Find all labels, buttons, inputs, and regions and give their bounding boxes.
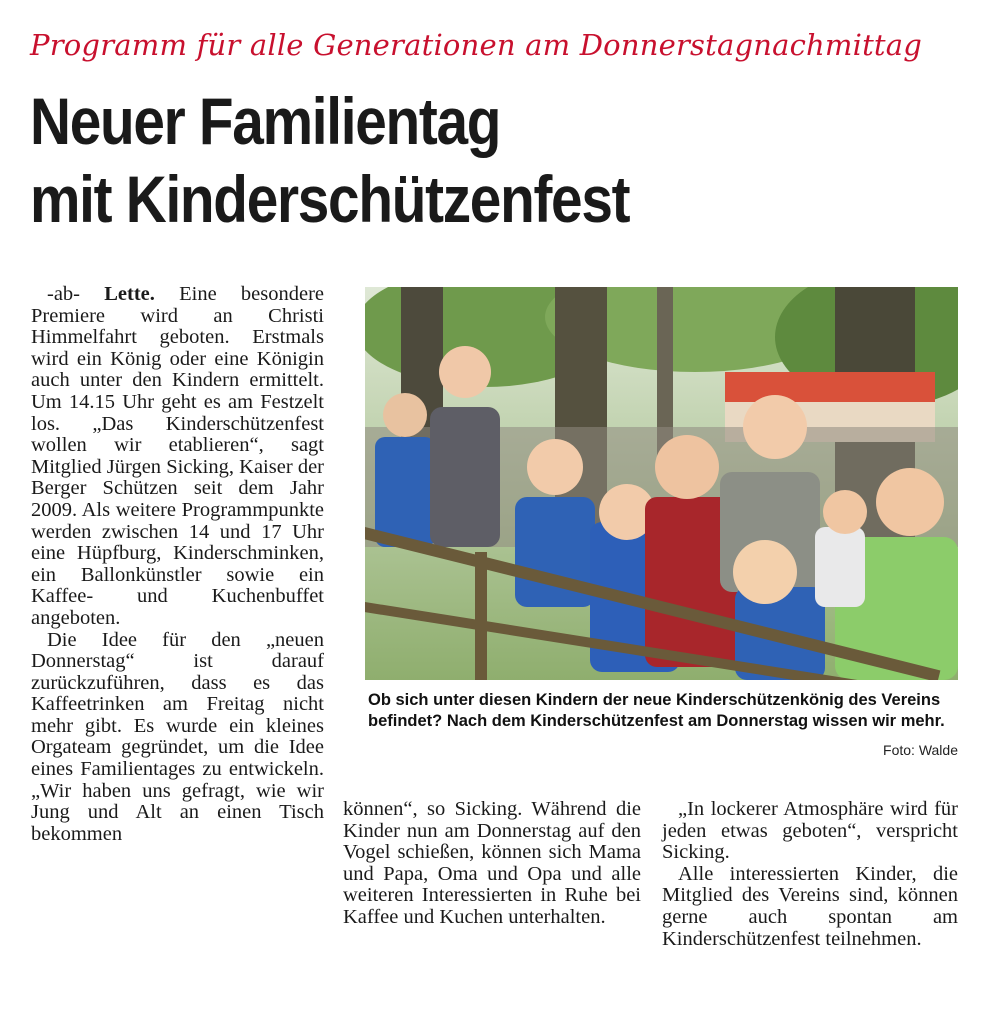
article-paragraph-3: „In lockerer Atmosphäre wird für jeden etwas geboten“, verspricht Sicking.: [662, 798, 958, 864]
dateline: Lette.: [104, 283, 155, 305]
headline-line-2: mit Kinderschützenfest: [30, 162, 630, 236]
photo-children-at-fence: [365, 287, 958, 680]
headline: [30, 82, 830, 238]
headline-line-1: Neuer Familientag: [30, 84, 501, 158]
article-paragraph-2-continued: können“, so Sicking. Während die Kinder nun am Donnerstag auf den Vogel schießen, können sich Mama und Papa, Oma und Opa und alle weiteren Interessierten in Ruhe bei Kaffee und Kuchen unterhalten.: [343, 798, 641, 928]
photo-credit: Foto: Walde: [883, 742, 958, 758]
article-column-2: [343, 799, 641, 929]
photo-caption: Ob sich unter diesen Kindern der neue Kinderschützenkönig des Vereins befindet? Nach dem Kinderschützenfest am Donnerstag wissen wir mehr.: [368, 691, 945, 730]
article-paragraph-4: Alle interessierten Kinder, die Mitglied des Vereins sind, können gerne auch spontan am Kinderschützenfest teilnehmen.: [662, 862, 958, 950]
article-photo: [365, 287, 958, 680]
kicker-headline: Programm für alle Generationen am Donnerstagnachmittag: [30, 28, 923, 62]
article-column-3: [662, 799, 958, 950]
article-paragraph-2: Die Idee für den „neuen Donnerstag“ ist darauf zurückzuführen, dass es das Kaffeetrinken am Freitag nicht mehr gibt. Es wurde ein kleines Orgateam gegründet, um die Idee eines Familientages zu entwickeln. „Wir haben uns gefragt, wie wir Jung und Alt an einen Tisch bekommen: [31, 628, 324, 845]
article-column-1: [31, 284, 324, 845]
paragraph-1-text: Eine besondere Premiere wird an Christi Himmelfahrt geboten. Erstmals wird ein König oder eine Königin auch unter den Kindern ermittelt. Um 14.15 Uhr geht es am Festzelt los. „Das Kinderschützenfest wollen wir etablieren“, sagt Mitglied Jürgen Sicking, Kaiser der Berger Schützen seit dem Jahr 2009. Als weitere Programmpunkte werden zwischen 14 und 17 Uhr eine Hüpfburg, Kinderschminken, ein Ballonkünstler sowie ein Kaffee- und Kuchenbuffet angeboten.: [31, 283, 324, 629]
article-paragraph-1: [31, 284, 324, 630]
byline: -ab-: [47, 283, 81, 305]
